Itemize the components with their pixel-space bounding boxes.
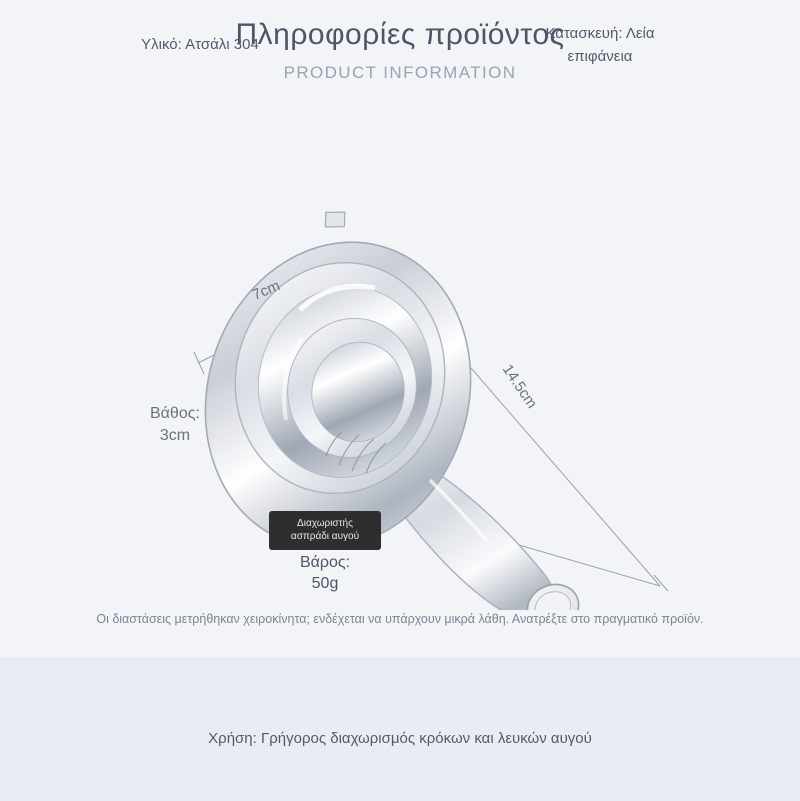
width-dimension-label: 7cm	[249, 277, 283, 304]
product-tooltip	[269, 511, 381, 550]
spec-material: Υλικό: Ατσάλι 304	[141, 36, 259, 53]
depth-dimension-label	[150, 403, 200, 447]
depth-label-line1: Βάθος:	[150, 405, 200, 422]
weight-block	[269, 552, 381, 594]
length-dimension-label: 14.5cm	[498, 361, 541, 412]
specs-row	[0, 22, 800, 68]
spec-usage: Χρήση: Γρήγορος διαχωρισμός κρόκων και λευκών αυγού	[208, 730, 592, 747]
weight-value: 50g	[311, 575, 339, 592]
spec-construction	[400, 22, 800, 68]
tooltip-line-2: ασπράδι αυγού	[290, 531, 360, 542]
diagram-svg	[0, 120, 800, 610]
depth-label-line2: 3cm	[159, 427, 191, 444]
spec-construction-line2: επιφάνεια	[567, 48, 633, 65]
tooltip-line-1: Διαχωριστής	[297, 518, 353, 529]
spec-construction-line1: Κατασκευή: Λεία	[545, 25, 655, 42]
page-title: Πληροφορίες προϊόντος	[235, 18, 565, 51]
product-diagram	[0, 120, 800, 610]
weight-label: Βάρος:	[299, 554, 351, 571]
page-subtitle: PRODUCT INFORMATION	[283, 63, 517, 82]
measurement-note: Οι διαστάσεις μετρήθηκαν χειροκίνητα; ενδέχεται να υπάρχουν μικρά λάθη. Ανατρέξτε στο πραγματικό προϊόν.	[96, 612, 704, 626]
